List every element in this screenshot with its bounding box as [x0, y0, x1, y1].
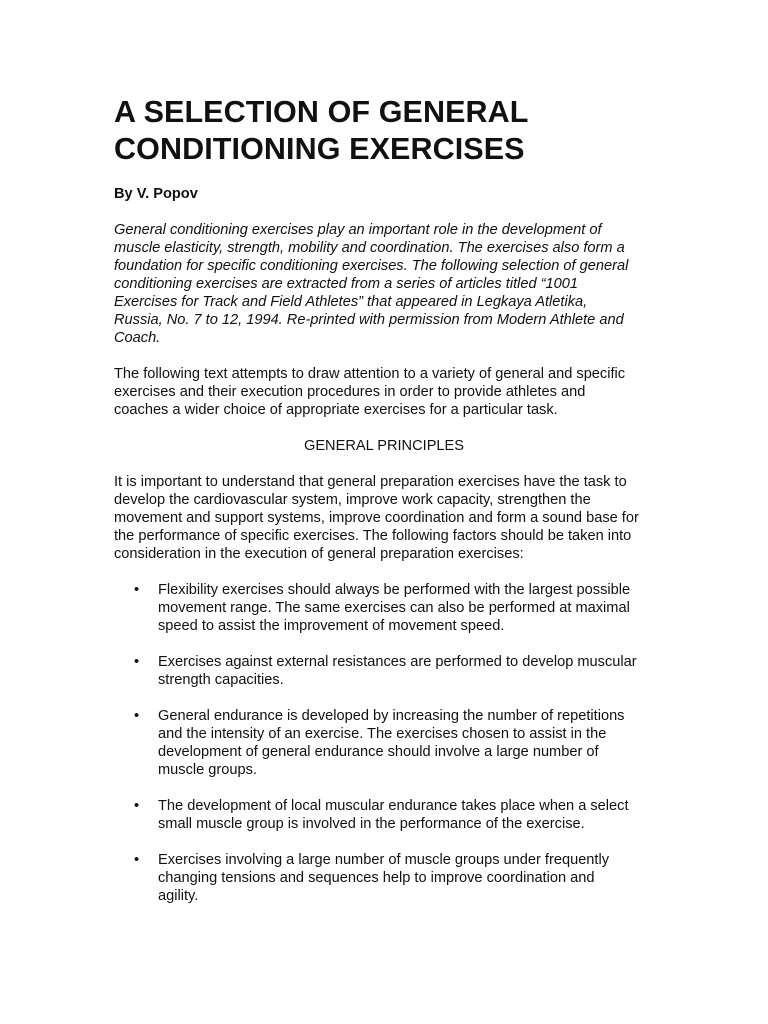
bullet-icon: •	[134, 654, 140, 670]
text-line: coaches a wider choice of appropriate exercises for a particular task.	[114, 402, 558, 418]
text-line: General conditioning exercises play an important role in the development of	[114, 222, 602, 238]
text-line: small muscle group is involved in the performance of the exercise.	[158, 816, 585, 832]
text-line: develop the cardiovascular system, improve work capacity, strengthen the	[114, 492, 591, 508]
text-line: muscle elasticity, strength, mobility and coordination. The exercises also form a	[114, 240, 625, 256]
bullet-icon: •	[134, 708, 140, 724]
document-page	[114, 94, 659, 923]
title-line: CONDITIONING EXERCISES	[114, 132, 525, 166]
text-line: Coach.	[114, 330, 161, 346]
intro-paragraph	[114, 221, 659, 347]
text-line: agility.	[158, 888, 199, 904]
text-line: the performance of specific exercises. The following factors should be taken into	[114, 528, 632, 544]
list-item	[114, 653, 659, 689]
text-line: movement range. The same exercises can also be performed at maximal	[158, 600, 630, 616]
section-heading: GENERAL PRINCIPLES	[303, 438, 465, 454]
list-item	[114, 797, 659, 833]
text-line: It is important to understand that general preparation exercises have the task to	[114, 474, 627, 490]
bullet-icon: •	[134, 582, 140, 598]
text-line: Exercises involving a large number of muscle groups under frequently	[158, 852, 610, 868]
text-line: changing tensions and sequences help to improve coordination and	[158, 870, 595, 886]
document-title	[114, 94, 659, 168]
text-line: foundation for specific conditioning exercises. The following selection of general	[114, 258, 629, 274]
text-line: conditioning exercises are extracted from a series of articles titled “1001	[114, 276, 578, 292]
text-line: muscle groups.	[158, 762, 257, 778]
author-byline: By V. Popov	[114, 186, 198, 202]
text-line: Flexibility exercises should always be performed with the largest possible	[158, 582, 631, 598]
list-item	[114, 851, 659, 905]
body-paragraph	[114, 365, 659, 419]
text-line: and the intensity of an exercise. The exercises chosen to assist in the	[158, 726, 607, 742]
text-line: speed to assist the improvement of movement speed.	[158, 618, 505, 634]
text-line: General endurance is developed by increasing the number of repetitions	[158, 708, 625, 724]
text-line: The development of local muscular endurance takes place when a select	[158, 798, 629, 814]
principles-list	[114, 581, 659, 905]
text-line: The following text attempts to draw attention to a variety of general and specific	[114, 366, 626, 382]
list-item	[114, 707, 659, 779]
text-line: Exercises against external resistances are performed to develop muscular	[158, 654, 637, 670]
text-line: development of general endurance should involve a large number of	[158, 744, 599, 760]
text-line: consideration in the execution of general preparation exercises:	[114, 546, 524, 562]
title-line: A SELECTION OF GENERAL	[114, 95, 529, 129]
text-line: Russia, No. 7 to 12, 1994. Re-printed with permission from Modern Athlete and	[114, 312, 624, 328]
list-item	[114, 581, 659, 635]
text-line: Exercises for Track and Field Athletes” that appeared in Legkaya Atletika,	[114, 294, 588, 310]
text-line: movement and support systems, improve coordination and form a sound base for	[114, 510, 639, 526]
text-line: exercises and their execution procedures in order to provide athletes and	[114, 384, 586, 400]
bullet-icon: •	[134, 852, 140, 868]
text-line: strength capacities.	[158, 672, 284, 688]
bullet-icon: •	[134, 798, 140, 814]
body-paragraph	[114, 473, 659, 563]
